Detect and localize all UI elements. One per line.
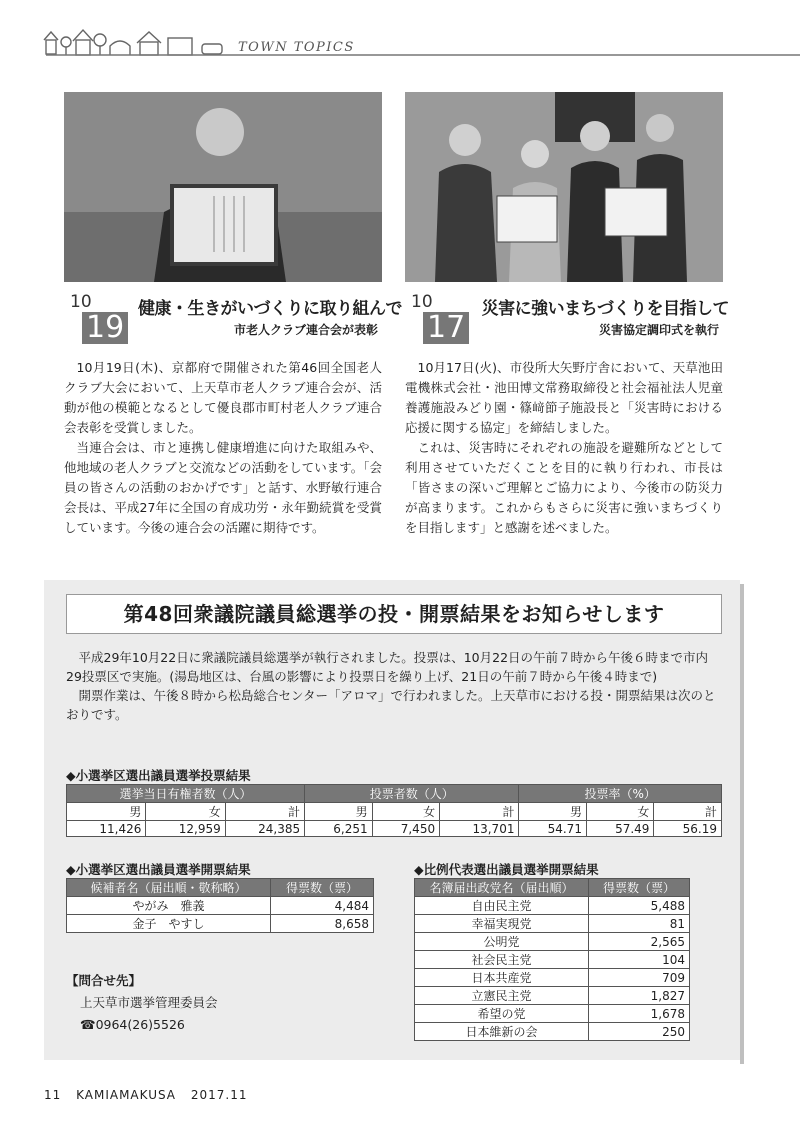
table-header: 得票数（票） bbox=[589, 879, 690, 897]
table-header-row bbox=[67, 879, 374, 897]
table-row bbox=[415, 951, 690, 969]
turnout-table bbox=[66, 784, 722, 837]
contact-phone: ☎0964(26)5526 bbox=[80, 1017, 185, 1032]
issue-date: 2017.11 bbox=[190, 1088, 248, 1102]
table-cell: 11,426 bbox=[67, 821, 146, 837]
party-name: 自由民主党 bbox=[415, 897, 589, 915]
vote-count: 709 bbox=[589, 969, 690, 987]
party-name: 社会民主党 bbox=[415, 951, 589, 969]
section-title: TOWN TOPICS bbox=[238, 40, 355, 55]
party-name: 公明党 bbox=[415, 933, 589, 951]
vote-count: 250 bbox=[589, 1023, 690, 1041]
candidate-name: やがみ 雅義 bbox=[67, 897, 271, 915]
vote-count: 104 bbox=[589, 951, 690, 969]
party-name: 日本維新の会 bbox=[415, 1023, 589, 1041]
table-subheader: 計 bbox=[440, 803, 519, 821]
turnout-heading: ◆小選挙区選出議員選挙投票結果 bbox=[66, 768, 251, 783]
table-row bbox=[415, 1023, 690, 1041]
election-intro bbox=[66, 648, 722, 724]
table-subheader: 男 bbox=[305, 803, 372, 821]
candidate-name: 金子 やすし bbox=[67, 915, 271, 933]
table-row bbox=[415, 915, 690, 933]
single-seat-table bbox=[66, 878, 374, 933]
vote-count: 1,827 bbox=[589, 987, 690, 1005]
table-cell: 54.71 bbox=[519, 821, 586, 837]
table-header: 得票数（票） bbox=[271, 879, 374, 897]
paragraph: 10月19日(木)、京都府で開催された第46回全国老人クラブ大会において、上天草市老人クラブ連合会が、活動が他の模範となるとして優良郡市町村老人クラブ連合会表彰を受賞しました。 bbox=[64, 360, 382, 435]
table-subheader: 女 bbox=[372, 803, 439, 821]
paragraph: 開票作業は、午後８時から松島総合センター「アロマ」で行われました。上天草市における投・開票結果は次のとおりです。 bbox=[66, 688, 716, 722]
page-footer bbox=[44, 1088, 257, 1102]
vote-count: 81 bbox=[589, 915, 690, 933]
proportional-table bbox=[414, 878, 690, 1041]
table-cell: 12,959 bbox=[146, 821, 225, 837]
article-subtitle: 市老人クラブ連合会が表彰 bbox=[233, 323, 378, 337]
election-results-box bbox=[44, 580, 740, 1060]
election-title: 第48回衆議院議員総選挙の投・開票結果をお知らせします bbox=[66, 594, 722, 634]
date-badge-bg bbox=[64, 92, 134, 147]
table-header: 候補者名（届出順・敬称略） bbox=[67, 879, 271, 897]
table-header: 投票率（%） bbox=[519, 785, 722, 803]
party-name: 日本共産党 bbox=[415, 969, 589, 987]
article-title: 災害に強いまちづくりを目指して bbox=[481, 299, 729, 319]
article-disaster-agreement bbox=[405, 92, 729, 535]
party-name: 希望の党 bbox=[415, 1005, 589, 1023]
vote-count: 5,488 bbox=[589, 897, 690, 915]
table-cell: 6,251 bbox=[305, 821, 372, 837]
date-day: 19 bbox=[82, 312, 128, 344]
date-badge bbox=[405, 292, 475, 344]
table-cell: 57.49 bbox=[586, 821, 653, 837]
party-name: 立憲民主党 bbox=[415, 987, 589, 1005]
town-skyline-icon bbox=[0, 0, 800, 70]
paragraph: 10月17日(火)、市役所大矢野庁舎において、天草池田電機株式会社・池田博文常務取締役と社会福祉法人児童養護施設みどり園・篠﨑節子施設長と「災害時における応援に関する協定」を締結しました。 bbox=[405, 360, 723, 435]
table-subheader: 男 bbox=[519, 803, 586, 821]
signing-photo bbox=[405, 92, 723, 282]
table-header: 選挙当日有権者数（人） bbox=[67, 785, 305, 803]
page-number: 11 bbox=[44, 1088, 62, 1102]
contact-label: 【問合せ先】 bbox=[66, 973, 142, 988]
table-subheader: 計 bbox=[225, 803, 304, 821]
table-row bbox=[67, 897, 374, 915]
table-subheader: 計 bbox=[654, 803, 722, 821]
date-month: 10 bbox=[70, 292, 92, 312]
table-row bbox=[415, 897, 690, 915]
vote-count: 4,484 bbox=[271, 897, 374, 915]
paragraph: 当連合会は、市と連携し健康増進に向けた取組みや、他地域の老人クラブと交流などの活動をしています。「会員の皆さんの活動のおかげです」と話す、水野敏行連合会長は、平成27年に全国の育成功労・永年勤続賞を受賞しています。今後の連合会の活躍に期待です。 bbox=[64, 440, 382, 535]
single-seat-heading: ◆小選挙区選出議員選挙開票結果 bbox=[66, 862, 251, 877]
table-header-row bbox=[67, 785, 722, 803]
contact-org: 上天草市選挙管理委員会 bbox=[80, 995, 218, 1010]
article-body bbox=[64, 358, 382, 538]
vote-count: 8,658 bbox=[271, 915, 374, 933]
page-header bbox=[0, 0, 800, 70]
table-row bbox=[67, 821, 722, 837]
vote-count: 2,565 bbox=[589, 933, 690, 951]
magazine-name: KAMIAMAKUSA bbox=[76, 1088, 177, 1102]
paragraph: これは、災害時にそれぞれの施設を避難所などとして利用させていただくことを目的に執り行われ、市長は「皆さまの深いご理解とご協力により、今後市の防災力が高まります。これからもさらに災害に強いまちづくりを目指します」と感謝を述べました。 bbox=[405, 440, 723, 535]
paragraph: 平成29年10月22日に衆議院議員総選挙が執行されました。投票は、10月22日の午前７時から午後６時まで市内29投票区で実施。(湯島地区は、台風の影響により投票日を繰り上げ、21日の午前７時から午後４時まで) bbox=[66, 650, 709, 684]
table-subheader-row bbox=[67, 803, 722, 821]
date-month: 10 bbox=[411, 292, 433, 312]
table-subheader: 女 bbox=[586, 803, 653, 821]
party-name: 幸福実現党 bbox=[415, 915, 589, 933]
table-row bbox=[67, 915, 374, 933]
table-header: 投票者数（人） bbox=[305, 785, 519, 803]
table-row bbox=[415, 987, 690, 1005]
table-row bbox=[415, 969, 690, 987]
table-cell: 56.19 bbox=[654, 821, 722, 837]
proportional-heading: ◆比例代表選出議員選挙開票結果 bbox=[414, 862, 599, 877]
contact-info bbox=[66, 970, 218, 1036]
table-header-row bbox=[415, 879, 690, 897]
date-day: 17 bbox=[423, 312, 469, 344]
table-cell: 24,385 bbox=[225, 821, 304, 837]
date-badge bbox=[64, 292, 134, 344]
photo-illustration bbox=[405, 92, 723, 282]
table-header: 名簿届出政党名（届出順） bbox=[415, 879, 589, 897]
article-body bbox=[405, 358, 723, 538]
vote-count: 1,678 bbox=[589, 1005, 690, 1023]
table-subheader: 男 bbox=[67, 803, 146, 821]
article-title: 健康・生きがいづくりに取り組んで bbox=[138, 299, 402, 319]
article-subtitle: 災害協定調印式を執行 bbox=[598, 323, 719, 337]
table-row bbox=[415, 933, 690, 951]
table-cell: 7,450 bbox=[372, 821, 439, 837]
article-senior-club bbox=[64, 92, 402, 535]
table-cell: 13,701 bbox=[440, 821, 519, 837]
table-subheader: 女 bbox=[146, 803, 225, 821]
table-row bbox=[415, 1005, 690, 1023]
